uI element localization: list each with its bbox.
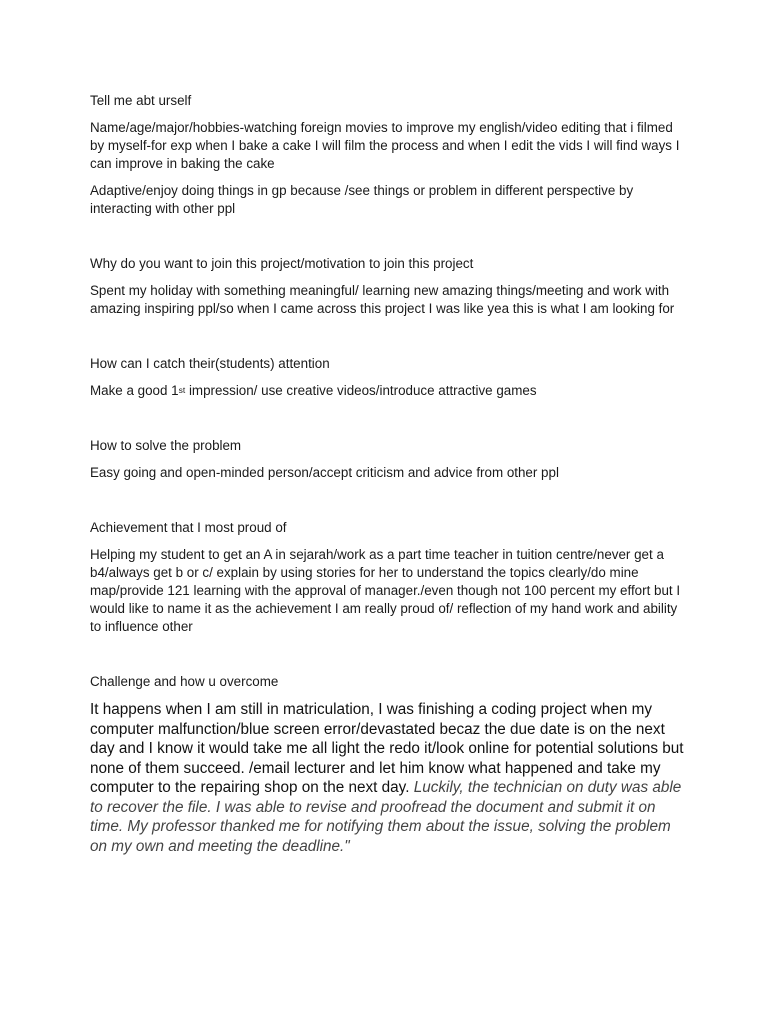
question-attention: How can I catch their(students) attention [90, 356, 330, 371]
section-spacer [90, 645, 684, 673]
answer-challenge-regular: It happens when I am still in matriculation, I was finishing a coding project when my computer malfunction/blue screen error/devastated becaz the due date is on the next day and I know it would take me all light the redo it/look online for potential solutions but none of them succeed. /email lecturer and let him know what happened and take my computer to the repairing shop on the next day. [90, 701, 684, 796]
question-about-self: Tell me abt urself [90, 93, 192, 108]
question-solve-problem: How to solve the problem [90, 438, 242, 453]
section-spacer [90, 227, 684, 255]
question-challenge: Challenge and how u overcome [90, 674, 279, 689]
answer-attention [90, 382, 684, 400]
section-spacer [90, 327, 684, 355]
answer-challenge [90, 700, 684, 856]
answer-attention-start: Make a good 1 [90, 383, 179, 398]
answer-about-self-2: Adaptive/enjoy doing things in gp because /see things or problem in different perspective by interacting with other ppl [90, 183, 634, 216]
answer-solve-problem: Easy going and open-minded person/accept criticism and advice from other ppl [90, 465, 559, 480]
section-spacer [90, 491, 684, 519]
ordinal-superscript: st [178, 385, 186, 395]
question-motivation: Why do you want to join this project/motivation to join this project [90, 256, 474, 271]
answer-attention-end: impression/ use creative videos/introduce attractive games [185, 383, 537, 398]
answer-about-self-1: Name/age/major/hobbies-watching foreign movies to improve my english/video editing that i filmed by myself-for exp when I bake a cake I will film the process and when I edit the vids I will find ways I can improve in baking the cake [90, 120, 680, 171]
answer-motivation: Spent my holiday with something meaningful/ learning new amazing things/meeting and work with amazing inspiring ppl/so when I came across this project I was like yea this is what I am looking for [90, 283, 675, 316]
answer-challenge-italic: Luckily, the technician on duty was able to recover the file. I was able to revise and proofread the document and submit it on time. My professor thanked me for notifying them about the issue, solving the problem on my own and meeting the deadline." [90, 779, 682, 855]
answer-achievement: Helping my student to get an A in sejarah/work as a part time teacher in tuition centre/never get a b4/always get b or c/ explain by using stories for her to understand the topics clearly/do mine map/provide 121 learning with the approval of manager./even though not 100 percent my effort but I would like to name it as the achievement I am really proud of/ reflection of my hand work and ability to influence other [90, 547, 681, 634]
section-spacer [90, 409, 684, 437]
question-achievement: Achievement that I most proud of [90, 520, 287, 535]
